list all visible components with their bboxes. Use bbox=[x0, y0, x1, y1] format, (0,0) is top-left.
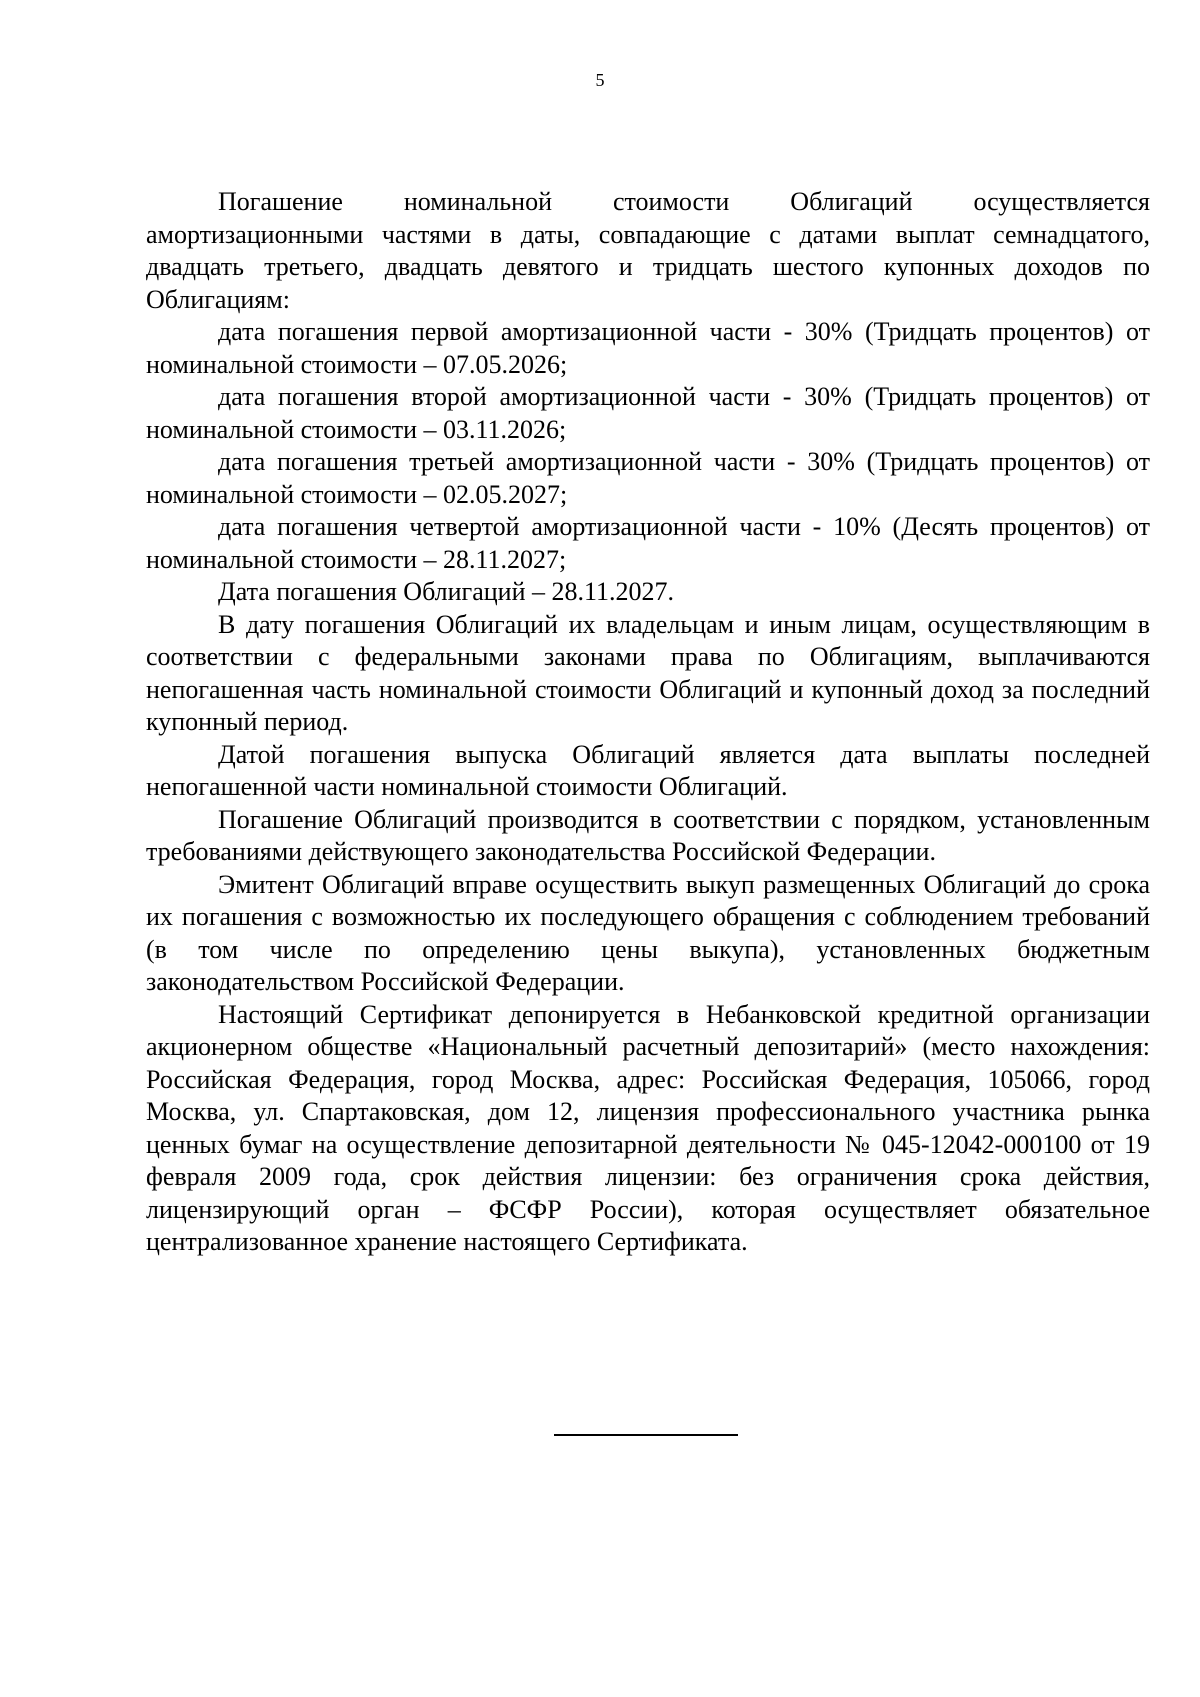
end-of-document-rule bbox=[554, 1434, 738, 1436]
paragraph-amortization-part-3: дата погашения третьей амортизационной части - 30% (Тридцать процентов) от номинальной стоимости – 02.05.2027; bbox=[146, 447, 1150, 509]
paragraph-buyback: Эмитент Облигаций вправе осуществить выкуп размещенных Облигаций до срока их погашения с возможностью их последующего обращения с соблюдением требований (в том числе по определению цены выкупа), установленных бюджетным законодательством Российской Федерации. bbox=[146, 869, 1150, 996]
paragraph-amortization-part-2: дата погашения второй амортизационной части - 30% (Тридцать процентов) от номинальной стоимости – 03.11.2026; bbox=[146, 382, 1150, 444]
paragraph-maturity-date: Дата погашения Облигаций – 28.11.2027. bbox=[218, 577, 675, 606]
paragraph-depository: Настоящий Сертификат депонируется в Небанковской кредитной организации акционерном обществе «Национальный расчетный депозитарий» (место нахождения: Российская Федерация, город Москва, адрес: Российская Федерация, 105066, город Москва, ул. Спартаковская, дом 12, лицензия профессионального участника рынка ценных бумаг на осуществление депозитарной деятельности № 045-12042-000100 от 19 февраля 2009 года, срок действия лицензии: без ограничения срока действия, лицензирующий орган – ФСФР России), которая осуществляет обязательное централизованное хранение настоящего Сертификата. bbox=[146, 999, 1150, 1256]
paragraph-amortization-part-1: дата погашения первой амортизационной части - 30% (Тридцать процентов) от номинальной стоимости – 07.05.2026; bbox=[146, 317, 1150, 379]
paragraph-amortization-intro: Погашение номинальной стоимости Облигаций осуществляется амортизационными частями в даты, совпадающие с датами выплат семнадцатого, двадцать третьего, двадцать девятого и тридцать шестого купонных доходов по Облигациям: bbox=[146, 187, 1150, 314]
paragraph-issue-maturity-definition: Датой погашения выпуска Облигаций является дата выплаты последней непогашенной части номинальной стоимости Облигаций. bbox=[146, 739, 1150, 801]
paragraph-maturity-payments: В дату погашения Облигаций их владельцам и иным лицам, осуществляющим в соответствии с федеральными законами права по Облигациям, выплачиваются непогашенная часть номинальной стоимости Облигаций и купонный доход за последний купонный период. bbox=[146, 609, 1150, 736]
paragraph-redemption-procedure: Погашение Облигаций производится в соответствии с порядком, установленным требованиями действующего законодательства Российской Федерации. bbox=[146, 804, 1150, 866]
paragraph-amortization-part-4: дата погашения четвертой амортизационной части - 10% (Десять процентов) от номинальной стоимости – 28.11.2027; bbox=[146, 512, 1150, 574]
page-number: 5 bbox=[595, 70, 605, 90]
document-body bbox=[146, 186, 1150, 1259]
